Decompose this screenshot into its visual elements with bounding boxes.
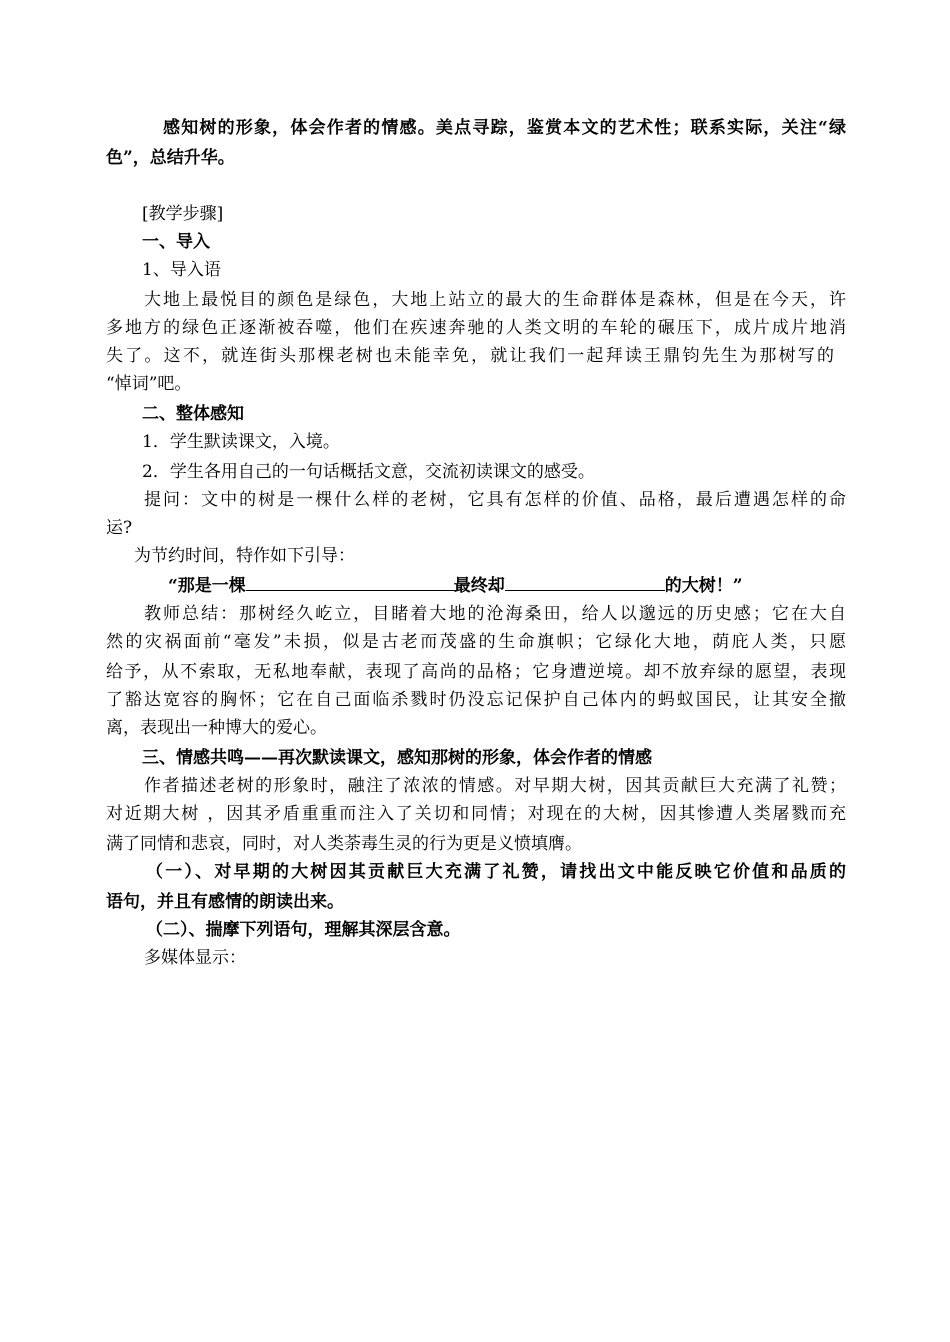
summary-line-3: 给予，从不索取，无私地奉献，表现了高尚的品格；它身遭逆境。却不放弃绿的愿望，表现 [106, 662, 846, 682]
emotion-paragraph-line-3: 满了同情和悲哀，同时，对人类荼毒生灵的行为更是义愤填膺。 [106, 834, 582, 854]
section-3-heading: 三、情感共鸣——再次默读课文，感知那树的形象，体会作者的情感 [142, 748, 652, 768]
intro-paragraph-line-1: 大地上最悦目的颜色是绿色，大地上站立的最大的生命群体是森林，但是在今天，许 [144, 290, 846, 310]
fill-in-blank-2[interactable] [505, 571, 665, 591]
section-1-heading: 一、导入 [142, 232, 210, 252]
question-line-1: 提问：文中的树是一棵什么样的老树，它具有怎样的价值、品格，最后遭遇怎样的命 [144, 490, 846, 510]
task-1-line-1: （一）、对早期的大树因其贡献巨大充满了礼赞，请找出文中能反映它价值和品质的 [146, 862, 846, 882]
guide-part-2: 最终却 [453, 576, 505, 596]
guide-part-3: 的大树！” [664, 576, 743, 596]
summary-line-4: 了豁达宽容的胸怀；它在自己面临杀戮时仍没忘记保护自己体内的蚂蚁国民，让其安全撤 [106, 690, 846, 710]
objectives-line-1: 感知树的形象，体会作者的情感。美点寻踪，鉴赏本文的艺术性；联系实际，关注“绿 [163, 118, 846, 138]
steps-heading: [教学步骤] [142, 204, 224, 224]
summary-line-2: 然的灾祸面前“毫发”未损，似是古老而茂盛的生命旗帜；它绿化大地，荫庇人类，只愿 [106, 632, 846, 652]
question-line-2: 运? [106, 518, 133, 538]
fill-in-blank-1[interactable] [246, 571, 454, 591]
guide-part-1: “那是一棵 [168, 576, 246, 596]
media-display-label: 多媒体显示： [144, 948, 246, 968]
guide-intro: 为节约时间，特作如下引导： [134, 546, 355, 566]
section-2-item-1: 1．学生默读课文，入境。 [142, 432, 340, 452]
task-1-line-2: 语句，并且有感情的朗读出来。 [106, 892, 344, 912]
intro-paragraph-line-2: 多地方的绿色正逐渐被吞噬，他们在疾速奔驰的人类文明的车轮的碾压下，成片成片地消 [106, 318, 846, 338]
emotion-paragraph-line-1: 作者描述老树的形象时，融注了浓浓的情感。对早期大树，因其贡献巨大充满了礼赞； [144, 776, 846, 796]
section-2-heading: 二、整体感知 [142, 404, 244, 424]
intro-paragraph-line-4: “悼词”吧。 [106, 374, 192, 394]
guide-fill-in-sentence [168, 571, 808, 601]
emotion-paragraph-line-2: 对近期大树 ，因其矛盾重重而注入了关切和同情；对现在的大树，因其惨遭人类屠戮而充 [106, 804, 846, 824]
section-2-item-2: 2．学生各用自己的一句话概括文意，交流初读课文的感受。 [142, 462, 595, 482]
objectives-line-2: 色”，总结升华。 [106, 148, 235, 168]
task-2: （二）、揣摩下列语句，理解其深层含意。 [146, 920, 461, 940]
summary-line-5: 离，表现出一种博大的爱心。 [106, 718, 327, 738]
section-1-subheading: 1、导入语 [142, 260, 221, 280]
summary-line-1: 教师总结：那树经久屹立，目睹着大地的沧海桑田，给人以邈远的历史感；它在大自 [144, 604, 846, 624]
intro-paragraph-line-3: 失了。这不，就连街头那棵老树也未能幸免，就让我们一起拜读王鼎钧先生为那树写的 [106, 346, 834, 366]
